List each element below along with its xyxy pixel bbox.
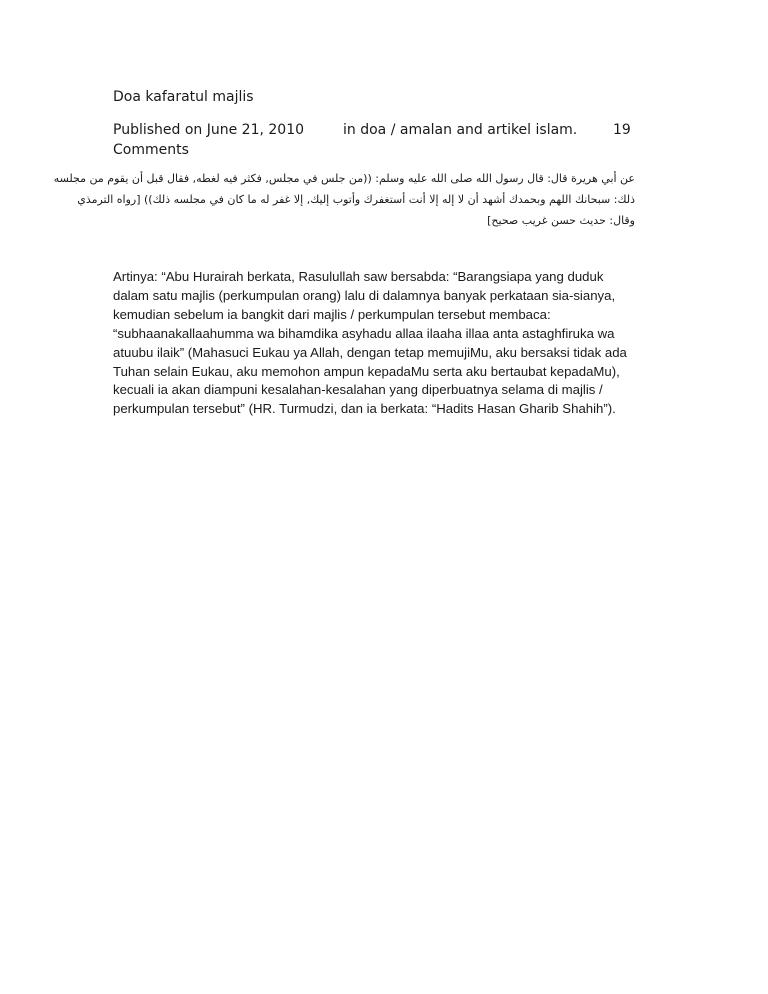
paragraph-line: kemudian sebelum ia bangkit dari majlis / perkumpulan tersebut membaca:	[113, 306, 551, 322]
paragraph-line: “subhaanakallaahumma wa bihamdika asyhadu allaa ilaaha illaa anta astaghfiruka wa	[113, 325, 615, 341]
publication-meta	[113, 120, 643, 160]
translation-paragraph	[113, 268, 643, 419]
comments-label: Comments	[113, 142, 189, 158]
published-date: Published on June 21, 2010	[113, 122, 305, 138]
arabic-line: ذلك: سبحانك اللهم وبحمدك أشهد أن لا إله إلا أنت أستغفرك وأتوب إليك, إلا غفر له ما كان في مجلسه ذلك)) [رواه الترمذي	[77, 193, 635, 206]
document-title: Doa kafaratul majlis	[113, 89, 254, 105]
arabic-line: وقال: حديث حسن غريب صحيح]	[487, 214, 635, 227]
meta-line	[113, 120, 643, 140]
comments-count: 19	[613, 122, 631, 138]
arabic-line: عن أبي هريرة قال: قال رسول الله صلى الله عليه وسلم: ((من جلس في مجلس, فكثر فيه لغطه, فقال قبل أن يقوم من مجلسه	[53, 172, 635, 185]
arabic-hadith	[53, 168, 635, 231]
paragraph-line: kecuali ia akan diampuni kesalahan-kesalahan yang diperbuatnya selama di majlis /	[113, 382, 603, 398]
paragraph-line: Artinya: “Abu Hurairah berkata, Rasulullah saw bersabda: “Barangsiapa yang duduk	[113, 269, 604, 284]
category-text: in doa / amalan and artikel islam.	[343, 122, 578, 138]
paragraph-line: dalam satu majlis (perkumpulan orang) lalu di dalamnya banyak perkataan sia-sianya,	[113, 287, 616, 303]
paragraph-line: Tuhan selain Eukau, aku memohon ampun kepadaMu serta aku bertaubat kepadaMu),	[113, 363, 620, 379]
paragraph-line: atuubu ilaik” (Mahasuci Eukau ya Allah, dengan tetap memujiMu, aku bersaksi tidak ada	[113, 344, 627, 360]
paragraph-line: perkumpulan tersebut” (HR. Turmudzi, dan ia berkata: “Hadits Hasan Gharib Shahih”).	[113, 401, 616, 417]
